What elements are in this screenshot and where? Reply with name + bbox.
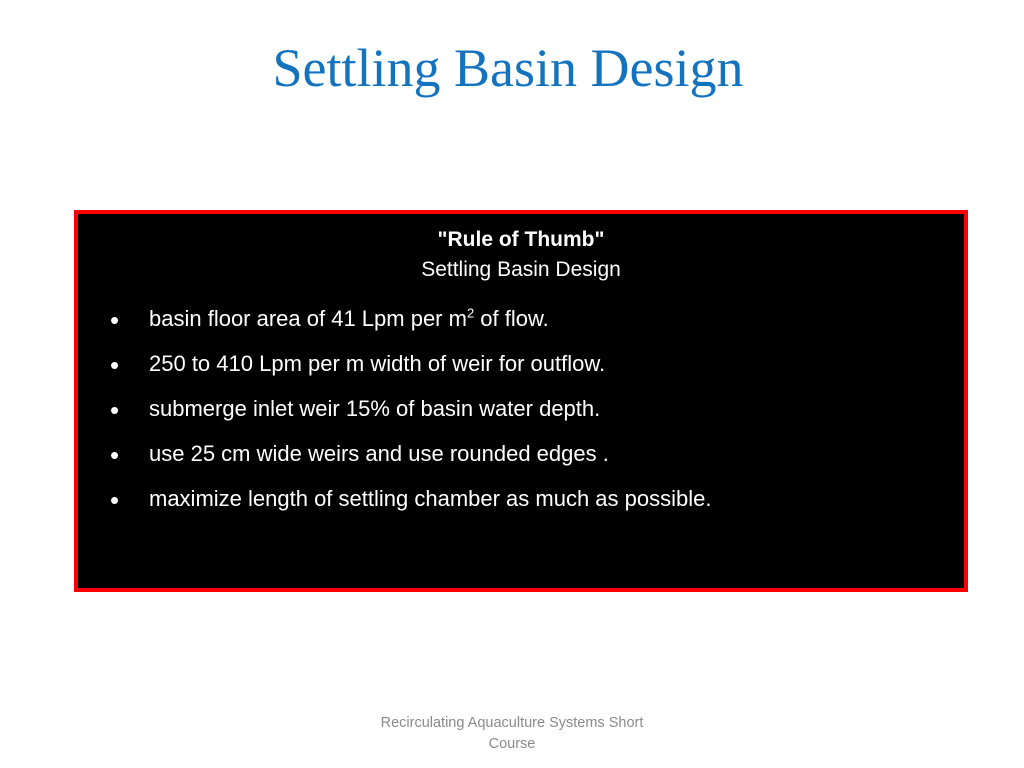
superscript: 2 [466,305,475,321]
bullet-icon: • [110,305,120,335]
slide-title: Settling Basin Design [272,38,744,98]
bullet-text [149,304,549,335]
bullet-icon: • [110,485,120,515]
box-heading: "Rule of Thumb" [437,228,605,251]
bullet-text: submerge inlet weir 15% of basin water depth. [149,396,601,421]
bullet-text: use 25 cm wide weirs and use rounded edges . [149,441,609,466]
footer-line: Course [488,736,536,753]
bullet-icon: • [110,395,120,425]
box-subheading: Settling Basin Design [421,258,621,281]
bullet-icon: • [110,440,120,470]
bullet-text-part: basin floor area of 41 Lpm per m [149,306,467,331]
rule-of-thumb-box [74,210,968,592]
bullet-text-part: of flow. [474,306,549,331]
bullet-text: maximize length of settling chamber as much as possible. [149,486,712,511]
footer [362,713,662,755]
bullet-text: 250 to 410 Lpm per m width of weir for outflow. [149,351,606,376]
bullet-icon: • [110,350,120,380]
footer-line: Recirculating Aquaculture Systems Short [380,715,644,731]
